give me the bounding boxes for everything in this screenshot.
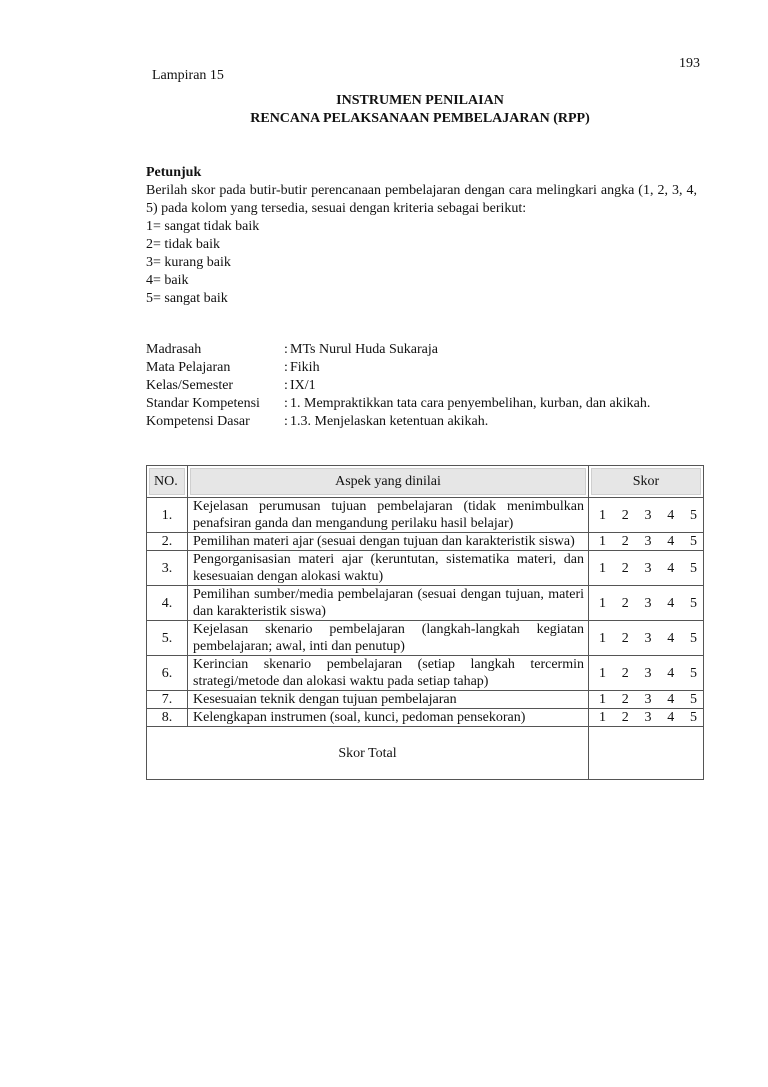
score-option[interactable]: 5	[690, 507, 697, 523]
row-number: 3.	[147, 551, 188, 586]
table-row	[147, 533, 704, 551]
score-option[interactable]: 4	[667, 507, 675, 523]
info-value: Fikih	[290, 360, 320, 375]
instructions-text: Berilah skor pada butir-butir perencanaan pembelajaran dengan cara melingkari angka (1, 2, 3, 4, 5) pada kolom yang tersedia, sesuai dengan kriteria sebagai berikut:	[146, 183, 697, 216]
score-option[interactable]: 1	[599, 507, 606, 523]
score-option[interactable]: 2	[621, 560, 629, 576]
score-option[interactable]: 3	[644, 665, 652, 681]
score-option[interactable]: 3	[644, 560, 652, 576]
info-separator: :	[284, 342, 288, 357]
score-option[interactable]: 4	[667, 665, 675, 681]
row-number: 2.	[147, 533, 188, 551]
info-row-madrasah	[146, 341, 706, 359]
score-option[interactable]: 3	[644, 534, 652, 549]
score-option[interactable]: 1	[599, 595, 606, 611]
table-row	[147, 709, 704, 727]
row-score-cell	[589, 551, 704, 586]
table-row	[147, 691, 704, 709]
scale-item: 5= sangat baik	[146, 291, 228, 306]
row-aspect: Kelengkapan instrumen (soal, kunci, pedoman pensekoran)	[188, 709, 589, 727]
row-number: 7.	[147, 691, 188, 709]
score-option[interactable]: 2	[621, 692, 629, 707]
total-score-value[interactable]	[589, 727, 704, 780]
row-score-cell	[589, 533, 704, 551]
document-title: INSTRUMEN PENILAIAN	[336, 93, 504, 108]
score-option[interactable]: 3	[644, 710, 652, 725]
score-option[interactable]: 3	[644, 630, 652, 646]
total-score-label: Skor Total	[147, 727, 589, 780]
table-row	[147, 498, 704, 533]
row-number: 6.	[147, 656, 188, 691]
info-value: IX/1	[290, 378, 316, 393]
score-option[interactable]: 5	[690, 692, 697, 707]
identity-section	[146, 341, 706, 431]
info-label: Kompetensi Dasar	[146, 414, 250, 429]
appendix-label: Lampiran 15	[152, 68, 224, 83]
assessment-table	[146, 465, 704, 780]
document-subtitle: RENCANA PELAKSANAAN PEMBELAJARAN (RPP)	[250, 111, 590, 126]
row-aspect: Pemilihan materi ajar (sesuai dengan tujuan dan karakteristik siswa)	[188, 533, 589, 551]
score-option[interactable]: 4	[667, 710, 675, 725]
row-number: 8.	[147, 709, 188, 727]
table-row	[147, 621, 704, 656]
score-option[interactable]: 5	[690, 560, 697, 576]
scale-item: 4= baik	[146, 273, 189, 288]
scale-item: 3= kurang baik	[146, 255, 231, 270]
score-option[interactable]: 1	[599, 710, 606, 725]
row-aspect: Kejelasan skenario pembelajaran (langkah-langkah kegiatan pembelajaran; awal, inti dan penutup)	[188, 621, 589, 656]
info-separator: :	[284, 360, 288, 375]
info-row-standard	[146, 395, 706, 413]
row-number: 4.	[147, 586, 188, 621]
row-aspect: Kejelasan perumusan tujuan pembelajaran (tidak menimbulkan penafsiran ganda dan mengandung perilaku hasil belajar)	[188, 498, 589, 533]
score-option[interactable]: 5	[690, 595, 697, 611]
table-row	[147, 586, 704, 621]
score-option[interactable]: 4	[667, 595, 675, 611]
header-cell-score	[589, 466, 704, 498]
header-score: Skor	[591, 468, 701, 495]
row-score-cell	[589, 621, 704, 656]
info-separator: :	[284, 414, 288, 429]
info-separator: :	[284, 396, 288, 411]
instructions-heading: Petunjuk	[146, 165, 202, 180]
info-value: 1. Mempraktikkan tata cara penyembelihan, kurban, dan akikah.	[290, 396, 651, 411]
score-option[interactable]: 5	[690, 710, 697, 725]
page-number: 193	[679, 56, 700, 71]
table-row	[147, 656, 704, 691]
header-cell-aspect	[188, 466, 589, 498]
score-option[interactable]: 1	[599, 630, 606, 646]
info-row-subject	[146, 359, 706, 377]
score-option[interactable]: 4	[667, 560, 675, 576]
score-option[interactable]: 4	[667, 692, 675, 707]
score-option[interactable]: 1	[599, 692, 606, 707]
info-row-basic-competence	[146, 413, 706, 431]
score-option[interactable]: 4	[667, 630, 675, 646]
score-option[interactable]: 2	[621, 665, 629, 681]
score-option[interactable]: 3	[644, 507, 652, 523]
row-score-cell	[589, 691, 704, 709]
score-option[interactable]: 5	[690, 665, 697, 681]
row-aspect: Pemilihan sumber/media pembelajaran (sesuai dengan tujuan, materi dan karakteristik siswa)	[188, 586, 589, 621]
total-row	[147, 727, 704, 780]
info-label: Kelas/Semester	[146, 378, 234, 393]
info-label: Mata Pelajaran	[146, 360, 231, 375]
table-header-row	[147, 466, 704, 498]
row-aspect: Pengorganisasian materi ajar (keruntutan, sistematika materi, dan kesesuaian dengan alokasi waktu)	[188, 551, 589, 586]
score-option[interactable]: 3	[644, 595, 652, 611]
row-score-cell	[589, 656, 704, 691]
row-aspect: Kerincian skenario pembelajaran (setiap langkah tercermin strategi/metode dan alokasi waktu pada setiap tahap)	[188, 656, 589, 691]
info-separator: :	[284, 378, 288, 393]
header-no: NO.	[149, 468, 185, 495]
score-option[interactable]: 2	[621, 710, 629, 725]
info-label: Madrasah	[146, 342, 202, 357]
info-value: MTs Nurul Huda Sukaraja	[290, 342, 438, 357]
row-number: 1.	[147, 498, 188, 533]
info-label: Standar Kompetensi	[146, 396, 260, 411]
score-option[interactable]: 2	[621, 595, 629, 611]
info-row-class	[146, 377, 706, 395]
score-option[interactable]: 1	[599, 560, 606, 576]
table-row	[147, 551, 704, 586]
score-option[interactable]: 1	[599, 534, 606, 549]
scale-item: 2= tidak baik	[146, 237, 220, 252]
score-option[interactable]: 2	[621, 630, 629, 646]
score-option[interactable]: 5	[690, 630, 697, 646]
instructions-section	[146, 164, 697, 308]
row-score-cell	[589, 498, 704, 533]
info-value: 1.3. Menjelaskan ketentuan akikah.	[290, 414, 489, 429]
header-cell-no	[147, 466, 188, 498]
score-option[interactable]: 2	[621, 507, 629, 523]
header-aspect: Aspek yang dinilai	[190, 468, 586, 495]
score-option[interactable]: 2	[621, 534, 629, 549]
score-option[interactable]: 1	[599, 665, 606, 681]
row-score-cell	[589, 586, 704, 621]
row-number: 5.	[147, 621, 188, 656]
row-aspect: Kesesuaian teknik dengan tujuan pembelajaran	[188, 691, 589, 709]
score-option[interactable]: 3	[644, 692, 652, 707]
row-score-cell	[589, 709, 704, 727]
scale-item: 1= sangat tidak baik	[146, 219, 260, 234]
score-option[interactable]: 4	[667, 534, 675, 549]
score-option[interactable]: 5	[690, 534, 697, 549]
